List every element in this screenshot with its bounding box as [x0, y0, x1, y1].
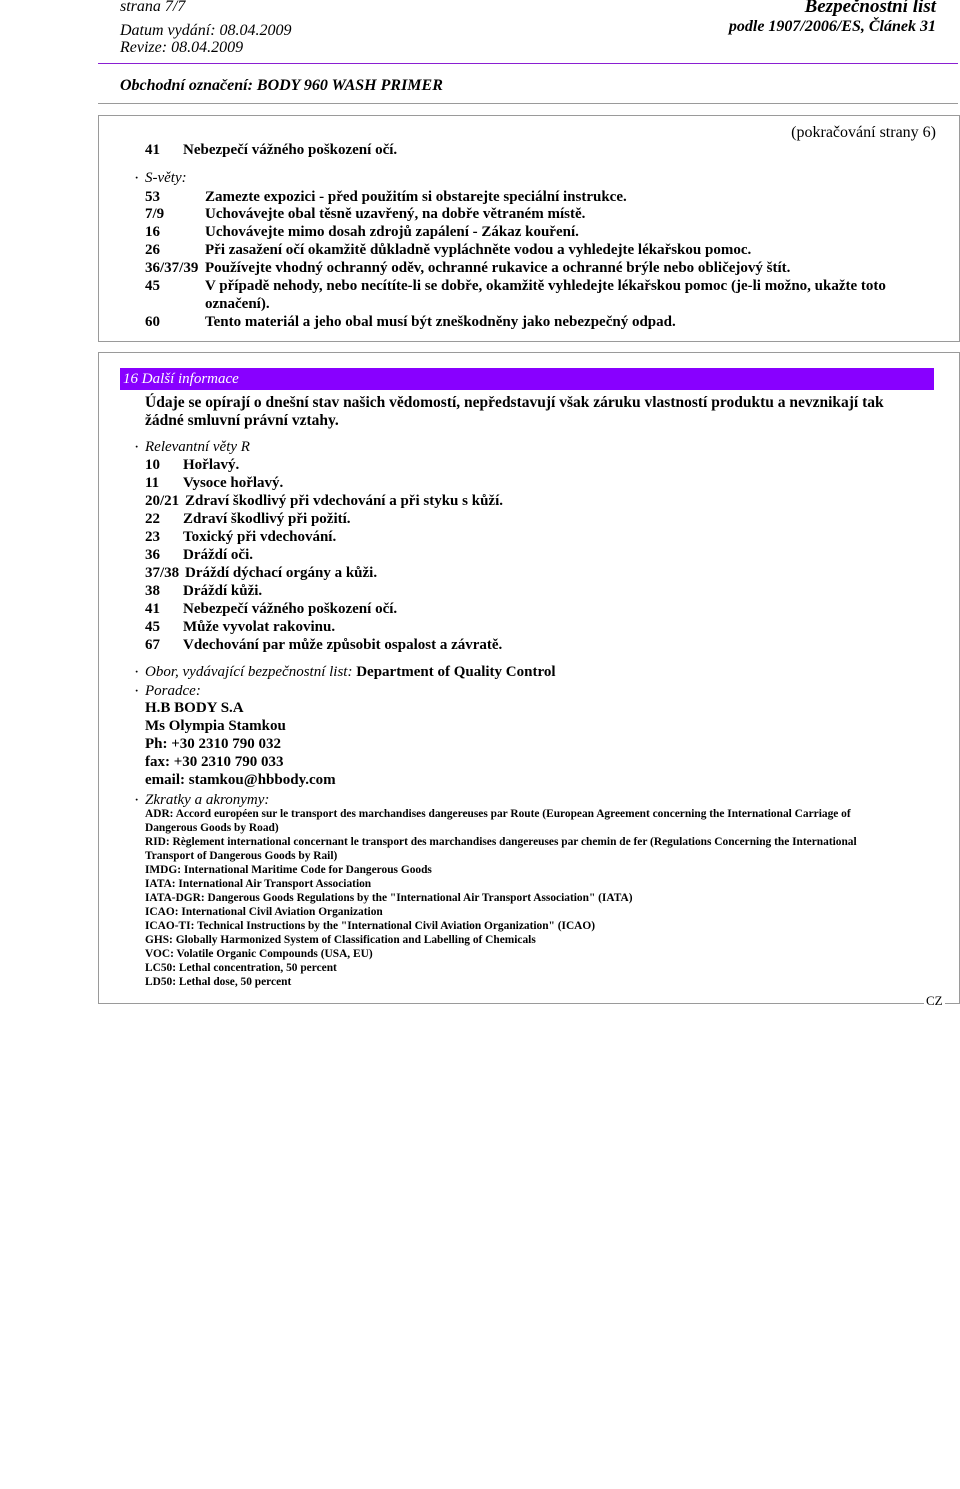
s-phrase: [145, 260, 790, 277]
r-phrase: [145, 565, 377, 582]
r-phrase: [145, 511, 351, 528]
section-16-title: 16 Další informace: [120, 368, 934, 390]
phrase-text: Při zasažení očí okamžitě důkladně vypláchněte vodou a vyhledejte lékařskou pomoc.: [205, 242, 752, 258]
abbreviation-line: GHS: Globally Harmonized System of Classification and Labelling of Chemicals: [145, 934, 536, 946]
document-title: Bezpečnostní list: [804, 0, 936, 17]
r-phrase: [145, 547, 253, 564]
abbreviation-line: IATA: International Air Transport Association: [145, 878, 372, 890]
phrase-code: 26: [145, 242, 160, 258]
department-value: Department of Quality Control: [356, 664, 556, 680]
abbreviation-line: IATA-DGR: Dangerous Goods Regulations by the "International Air Transport Association" (IATA): [145, 892, 633, 904]
bullet-dot: ·: [134, 439, 140, 456]
phrase-code: 23: [145, 529, 160, 545]
s-phrase: [145, 224, 579, 241]
phrase-code: 45: [145, 619, 160, 635]
phrase-code: 10: [145, 457, 160, 473]
phrase-text: V případě nehody, nebo necítíte-li se dobře, okamžitě vyhledejte lékařskou pomoc (je-li možno, ukažte toto: [205, 278, 886, 294]
r-phrase: [145, 583, 262, 600]
phrase-code: 41: [145, 601, 160, 617]
disclaimer-line-1: Údaje se opírají o dnešní stav našich vědomostí, nepředstavují však záruku vlastností produktu a nevznikají tak: [145, 394, 884, 411]
phrase-text: Toxický při vdechování.: [183, 529, 337, 545]
phrase-text: Uchovávejte obal těsně uzavřený, na dobře větraném místě.: [205, 206, 586, 222]
abbreviation-line: ICAO-TI: Technical Instructions by the "International Civil Aviation Organization" (ICAO): [145, 920, 596, 932]
abbreviation-line: Transport of Dangerous Goods by Rail): [145, 850, 338, 862]
phrase-code: 7/9: [145, 206, 165, 222]
phrase-code: 22: [145, 511, 160, 527]
r-phrases-heading: Relevantní věty R: [145, 439, 250, 455]
phrase-code: 36/37/39: [145, 260, 199, 276]
r-phrase: [145, 475, 283, 492]
s-phrase: [145, 242, 751, 259]
page-number: strana 7/7: [120, 0, 186, 15]
abbreviations-heading: Zkratky a akronymy:: [145, 792, 270, 808]
abbreviation-line: LD50: Lethal dose, 50 percent: [145, 976, 292, 988]
phrase-text: Vysoce hořlavý.: [183, 475, 284, 491]
phrase-text: Zamezte expozici - před použitím si obstarejte speciální instrukce.: [205, 189, 627, 205]
phrase-text: Dráždí oči.: [183, 547, 253, 563]
bullet-dot: ·: [134, 664, 140, 681]
header-divider-2: [98, 103, 958, 104]
contact-fax: fax: +30 2310 790 033: [145, 754, 284, 770]
contact-company: H.B BODY S.A: [145, 700, 244, 716]
r-phrase: [145, 529, 336, 546]
phrase-text: Uchovávejte mimo dosah zdrojů zapálení - Zákaz kouření.: [205, 224, 579, 240]
issuing-department: [145, 664, 556, 681]
phrase-text: Hořlavý.: [183, 457, 240, 473]
r-phrase: [145, 493, 503, 510]
s-phrase: [145, 189, 627, 206]
phrase-text: Tento materiál a jeho obal musí být zneškodněny jako nebezpečný odpad.: [205, 314, 676, 330]
s-phrases-heading: S-věty:: [145, 170, 187, 186]
revision-date: Revize: 08.04.2009: [120, 39, 244, 56]
contact-person: Ms Olympia Stamkou: [145, 718, 286, 734]
abbreviation-line: IMDG: International Maritime Code for Dangerous Goods: [145, 864, 432, 876]
r-phrase: [145, 619, 335, 636]
abbreviation-line: ADR: Accord européen sur le transport des marchandises dangereuses par Route (European Agreement concerning the International Carriage of: [145, 808, 851, 820]
s-phrase: [145, 278, 886, 295]
abbreviation-line: LC50: Lethal concentration, 50 percent: [145, 962, 337, 974]
abbreviation-line: RID: Règlement international concernant le transport des marchandises dangereuses par chemin de fer (Regulations Concerning the International: [145, 836, 857, 848]
continued-note: (pokračování strany 6): [791, 124, 936, 141]
r-phrase: [145, 637, 502, 654]
phrase-text: Může vyvolat rakovinu.: [183, 619, 336, 635]
phrase-text: Zdraví škodlivý při vdechování a při styku s kůží.: [185, 493, 503, 509]
phrase-code: 38: [145, 583, 160, 599]
phrase-code: 53: [145, 189, 160, 205]
abbreviation-line: Dangerous Goods by Road): [145, 822, 279, 834]
regulation-reference: podle 1907/2006/ES, Článek 31: [728, 18, 936, 35]
phrase-code: 16: [145, 224, 160, 240]
contact-phone: Ph: +30 2310 790 032: [145, 736, 282, 752]
phrase-text: Dráždí kůži.: [183, 583, 263, 599]
phrase-text: Nebezpečí vážného poškození očí.: [183, 601, 398, 617]
product-name: Obchodní označení: BODY 960 WASH PRIMER: [120, 77, 443, 94]
phrase-code: 45: [145, 278, 160, 294]
s-phrase: [145, 314, 676, 331]
phrase-code: 41: [145, 142, 160, 158]
phrase-code: 37/38: [145, 565, 180, 581]
r-phrase: [145, 457, 239, 474]
phrase-text: Dráždí dýchací orgány a kůži.: [185, 565, 378, 581]
header-divider: [98, 63, 958, 64]
s-phrase: [145, 206, 585, 223]
phrase-code: 36: [145, 547, 160, 563]
phrase-text: Nebezpečí vážného poškození očí.: [183, 142, 398, 158]
bullet-dot: ·: [134, 792, 140, 809]
phrase-text: Zdraví škodlivý při požití.: [183, 511, 351, 527]
issue-date: Datum vydání: 08.04.2009: [120, 22, 292, 39]
bullet-dot: ·: [134, 170, 140, 187]
s-phrase-continuation: označení).: [205, 296, 270, 312]
phrase-code: 60: [145, 314, 160, 330]
phrase-text: Používejte vhodný ochranný oděv, ochranné rukavice a ochranné brýle nebo obličejový štít.: [205, 260, 791, 276]
department-label: Obor, vydávající bezpečnostní list:: [145, 664, 353, 680]
r-phrase: [145, 601, 397, 618]
contact-heading: Poradce:: [145, 683, 201, 699]
contact-email: email: stamkou@hbbody.com: [145, 772, 336, 788]
bullet-dot: ·: [134, 683, 140, 700]
phrase-code: 11: [145, 475, 160, 491]
abbreviation-line: ICAO: International Civil Aviation Organization: [145, 906, 383, 918]
r-phrase-41: [145, 142, 397, 159]
phrase-code: 67: [145, 637, 160, 653]
country-code: CZ: [926, 993, 943, 1008]
abbreviation-line: VOC: Volatile Organic Compounds (USA, EU): [145, 948, 373, 960]
disclaimer-line-2: žádné smluvní právní vztahy.: [145, 412, 339, 429]
phrase-code: 20/21: [145, 493, 180, 509]
phrase-text: Vdechování par může způsobit ospalost a závratě.: [183, 637, 503, 653]
